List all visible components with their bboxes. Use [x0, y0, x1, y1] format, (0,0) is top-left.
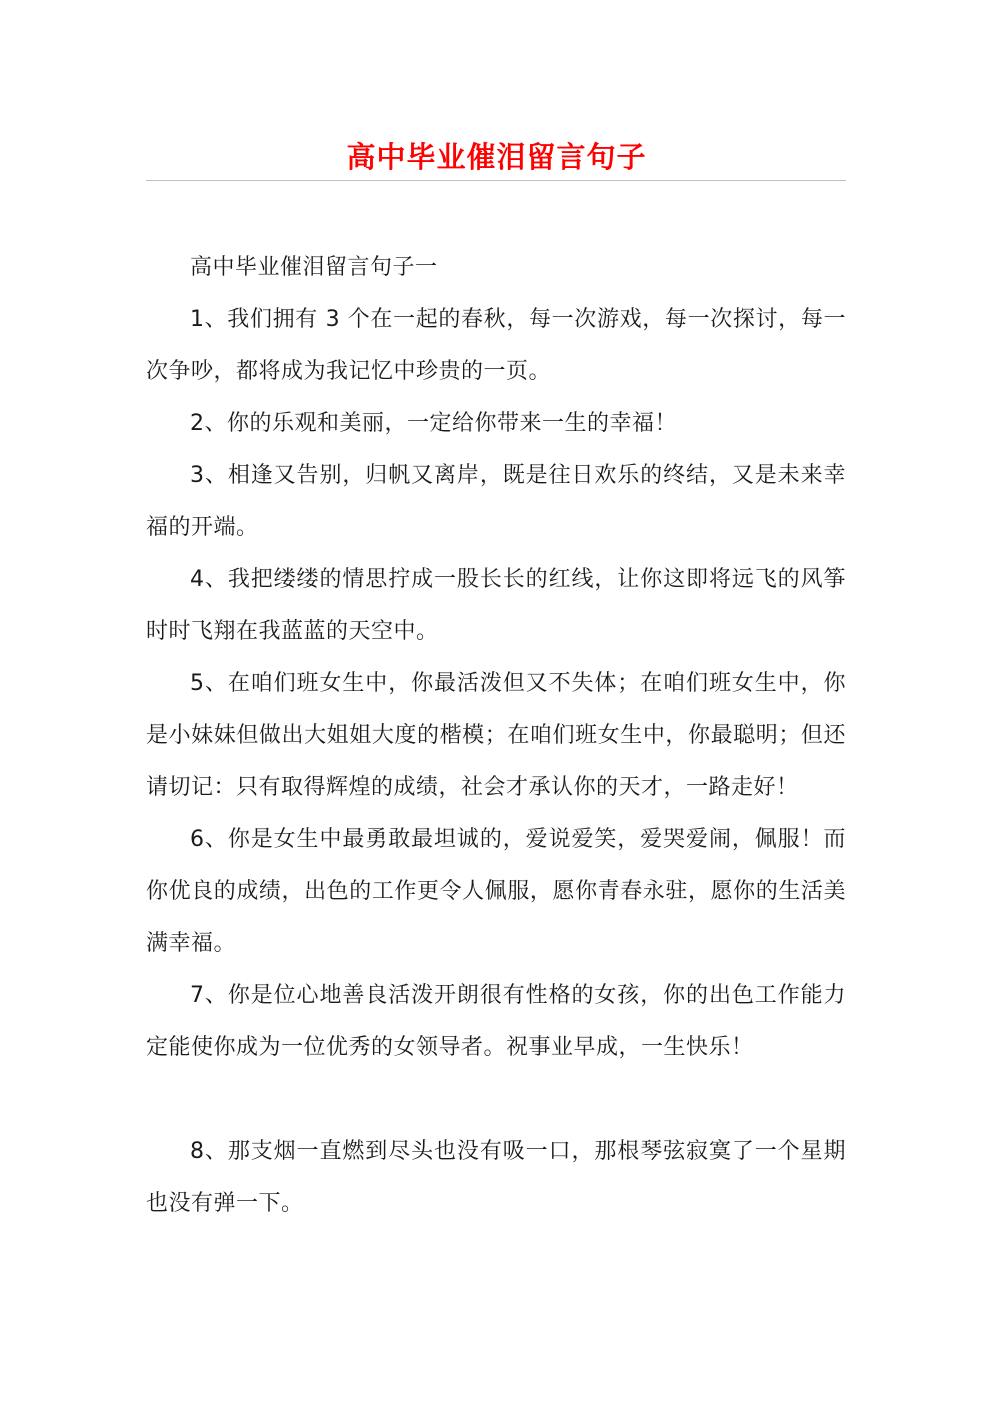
paragraph-5: 5、在咱们班女生中，你最活泼但又不失体；在咱们班女生中，你是小妹妹但做出大姐姐大度的楷模；在咱们班女生中，你最聪明；但还请切记：只有取得辉煌的成绩，社会才承认你的天才，一路走好！	[146, 671, 846, 800]
title-divider	[146, 180, 846, 181]
paragraph-2: 2、你的乐观和美丽，一定给你带来一生的幸福！	[190, 411, 677, 436]
paragraph-3: 3、相逢又告别，归帆又离岸，既是往日欢乐的终结，又是未来幸福的开端。	[146, 463, 846, 540]
paragraph-4: 4、我把缕缕的情思拧成一股长长的红线，让你这即将远飞的风筝时时飞翔在我蓝蓝的天空中。	[146, 567, 846, 644]
paragraph-6: 6、你是女生中最勇敢最坦诚的，爱说爱笑，爱哭爱闹，佩服！而你优良的成绩，出色的工作更令人佩服，愿你青春永驻，愿你的生活美满幸福。	[146, 827, 846, 956]
paragraph-1: 1、我们拥有 3 个在一起的春秋，每一次游戏，每一次探讨，每一次争吵，都将成为我记忆中珍贵的一页。	[146, 307, 846, 384]
paragraph-spacer	[146, 1074, 846, 1126]
paragraph-7: 7、你是位心地善良活泼开朗很有性格的女孩，你的出色工作能力定能使你成为一位优秀的女领导者。祝事业早成，一生快乐！	[146, 983, 846, 1060]
page-title: 高中毕业催泪留言句子	[346, 140, 647, 175]
paragraph-8: 8、那支烟一直燃到尽头也没有吸一口，那根琴弦寂寞了一个星期也没有弹一下。	[146, 1139, 846, 1216]
document-body	[146, 242, 846, 1230]
section-subtitle: 高中毕业催泪留言句子一	[190, 255, 438, 280]
